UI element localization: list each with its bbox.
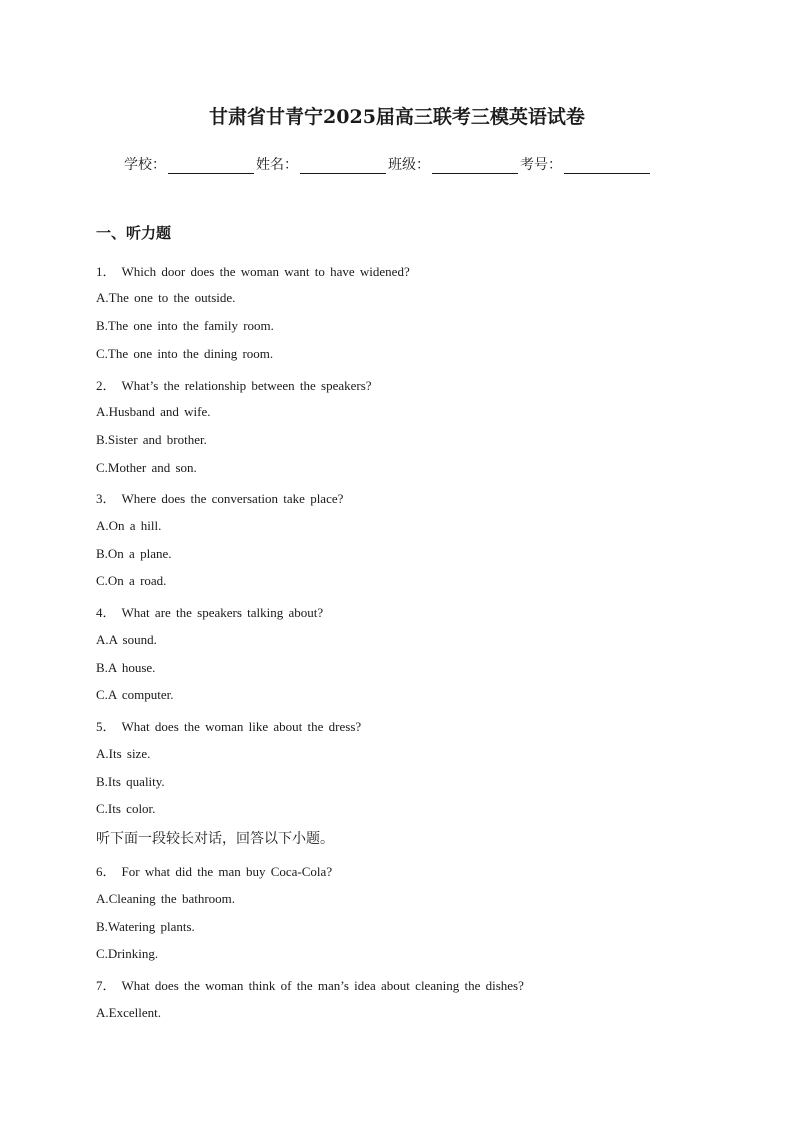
- long-dialogue-instruction: 听下面一段较长对话，回答以下小题。: [96, 831, 334, 847]
- school-field: [124, 154, 256, 174]
- section-heading-listening: 一、听力题: [96, 224, 172, 242]
- question-number: 1．: [96, 264, 116, 279]
- question-number: 2．: [96, 378, 116, 393]
- option-2a[interactable]: A.Husband and wife.: [96, 404, 211, 419]
- name-label: 姓名：: [256, 157, 298, 173]
- class-label: 班级：: [388, 157, 430, 173]
- question-6: [96, 861, 332, 880]
- name-field: [256, 154, 388, 174]
- option-6c[interactable]: C.Drinking.: [96, 946, 159, 961]
- option-2b[interactable]: B.Sister and brother.: [96, 432, 207, 447]
- question-1: [96, 261, 410, 280]
- option-4c[interactable]: C.A computer.: [96, 687, 174, 702]
- option-6b[interactable]: B.Watering plants.: [96, 919, 195, 934]
- exam-number-field: [520, 154, 652, 174]
- question-4: [96, 602, 323, 621]
- option-5b[interactable]: B.Its quality.: [96, 774, 165, 789]
- question-text: What does the woman like about the dress?: [121, 719, 362, 734]
- name-blank[interactable]: [300, 159, 386, 174]
- option-3a[interactable]: A.On a hill.: [96, 518, 162, 533]
- exam-number-blank[interactable]: [564, 159, 650, 174]
- school-blank[interactable]: [168, 159, 254, 174]
- question-number: 6．: [96, 864, 116, 879]
- option-4b[interactable]: B.A house.: [96, 660, 156, 675]
- question-text: What are the speakers talking about?: [121, 605, 324, 620]
- question-text: Which door does the woman want to have widened?: [121, 264, 410, 279]
- option-5c[interactable]: C.Its color.: [96, 801, 156, 816]
- option-2c[interactable]: C.Mother and son.: [96, 460, 197, 475]
- option-1c[interactable]: C.The one into the dining room.: [96, 346, 274, 361]
- option-3c[interactable]: C.On a road.: [96, 573, 167, 588]
- student-info-row: [124, 154, 652, 174]
- option-6a[interactable]: A.Cleaning the bathroom.: [96, 891, 236, 906]
- exam-number-label: 考号：: [520, 157, 562, 173]
- question-number: 3．: [96, 491, 116, 506]
- question-7: [96, 975, 524, 994]
- class-field: [388, 154, 520, 174]
- option-5a[interactable]: A.Its size.: [96, 746, 151, 761]
- question-number: 7．: [96, 978, 116, 993]
- question-3: [96, 488, 343, 507]
- option-1b[interactable]: B.The one into the family room.: [96, 318, 274, 333]
- option-1a[interactable]: A.The one to the outside.: [96, 290, 236, 305]
- question-text: What’s the relationship between the speakers?: [121, 378, 372, 393]
- question-5: [96, 716, 361, 735]
- question-text: Where does the conversation take place?: [121, 491, 344, 506]
- question-text: For what did the man buy Coca-Cola?: [121, 864, 333, 879]
- question-text: What does the woman think of the man’s idea about cleaning the dishes?: [121, 978, 524, 993]
- question-2: [96, 375, 372, 394]
- class-blank[interactable]: [432, 159, 518, 174]
- question-number: 5．: [96, 719, 116, 734]
- school-label: 学校：: [124, 157, 166, 173]
- option-3b[interactable]: B.On a plane.: [96, 546, 172, 561]
- option-7a[interactable]: A.Excellent.: [96, 1005, 161, 1020]
- option-4a[interactable]: A.A sound.: [96, 632, 157, 647]
- exam-title: 甘肃省甘青宁2025届高三联考三模英语试卷: [209, 106, 585, 128]
- question-number: 4．: [96, 605, 116, 620]
